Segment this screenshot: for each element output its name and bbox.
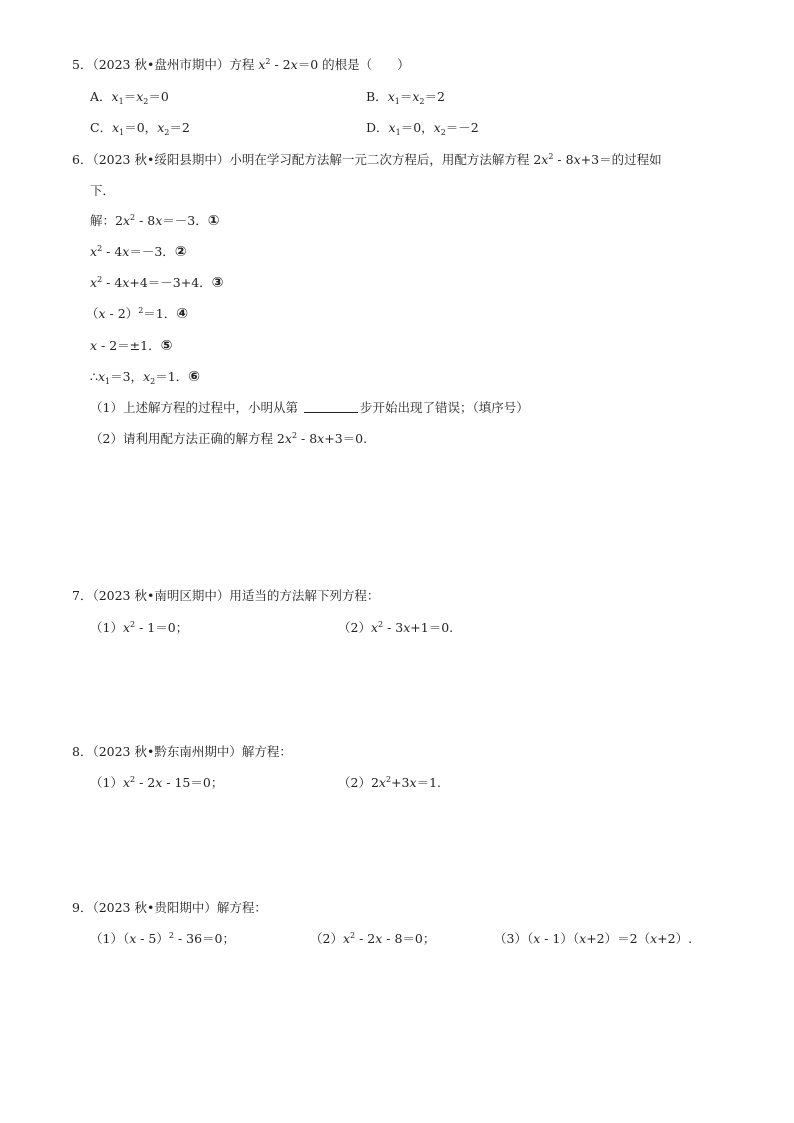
q6-sub1-pre: （1）上述解方程的过程中，小明从第 bbox=[90, 400, 298, 415]
q5-option-c: C．$x_1=0$，$x_2=2$ bbox=[90, 120, 190, 137]
q8-part-2: $(2)2x^2+3x=1$. bbox=[338, 775, 441, 790]
q6-sub1 bbox=[90, 400, 529, 416]
q7-part-2: $(2)x^2 - 3x+1=0$. bbox=[338, 620, 454, 635]
q5-head: 5．（2023 秋•盘州市期中）方程 $x^2 - 2x=0$ 的根是（ ） bbox=[72, 57, 410, 72]
q6-step-3: $x^2 - 4x+4=-3+4$．③ bbox=[90, 275, 224, 291]
q5-option-a: A．$x_1=x_2=0$ bbox=[90, 89, 169, 106]
q9-part-3: （3）（x - 1）（x+2）＝2（x+2）. bbox=[494, 931, 693, 946]
q5-option-d: D．$x_1=0$，$x_2=-2$ bbox=[366, 120, 479, 137]
circled-four-icon: ④ bbox=[176, 306, 189, 322]
q6-head-cont: 下． bbox=[90, 183, 116, 198]
q6-sub1-post: 步开始出现了错误；（填序号） bbox=[359, 400, 529, 415]
q9-head: 9．（2023 秋•贵阳期中）解方程： bbox=[72, 900, 267, 915]
q6-step-4: （x - 2）$^2$＝1．④ bbox=[86, 306, 189, 322]
q6-head: 6．（2023 秋•绥阳县期中）小明在学习配方法解一元二次方程后，用配方法解方程 $2x^2 - 8x+3=$的过程如 bbox=[72, 152, 662, 167]
q6-step-1: 解：$2x^2 - 8x=-3$．① bbox=[90, 213, 220, 229]
q7-head: 7．（2023 秋•南明区期中）用适当的方法解下列方程： bbox=[72, 588, 380, 603]
circled-two-icon: ② bbox=[174, 244, 187, 260]
q8-head: 8．（2023 秋•黔东南州期中）解方程： bbox=[72, 744, 292, 759]
circled-five-icon: ⑤ bbox=[160, 338, 173, 354]
q8-part-1: $(1)x^2 - 2x - 15=0$； bbox=[90, 775, 224, 790]
q7-part-1: $(1)x^2 - 1=0$； bbox=[90, 620, 189, 635]
q6-sub2: （2）请利用配方法正确的解方程 $2x^2 - 8x+3=0$. bbox=[90, 431, 368, 446]
q5-option-b: B．$x_1=x_2=2$ bbox=[366, 89, 445, 106]
circled-one-icon: ① bbox=[207, 213, 220, 229]
q9-part-2: $(2)x^2 - 2x - 8=0$； bbox=[310, 931, 436, 946]
q6-step-2: $x^2 - 4x=-3$．② bbox=[90, 244, 187, 260]
circled-three-icon: ③ bbox=[211, 275, 224, 291]
answer-blank[interactable] bbox=[304, 400, 358, 413]
q6-step-6: $\therefore x_1=3$，$x_2=1$．⑥ bbox=[90, 369, 201, 386]
circled-six-icon: ⑥ bbox=[188, 369, 201, 385]
q9-part-1: （1）（x - 5）$^2$ - 36＝0； bbox=[90, 931, 236, 946]
q6-step-5: x - 2＝±1．⑤ bbox=[90, 338, 173, 354]
